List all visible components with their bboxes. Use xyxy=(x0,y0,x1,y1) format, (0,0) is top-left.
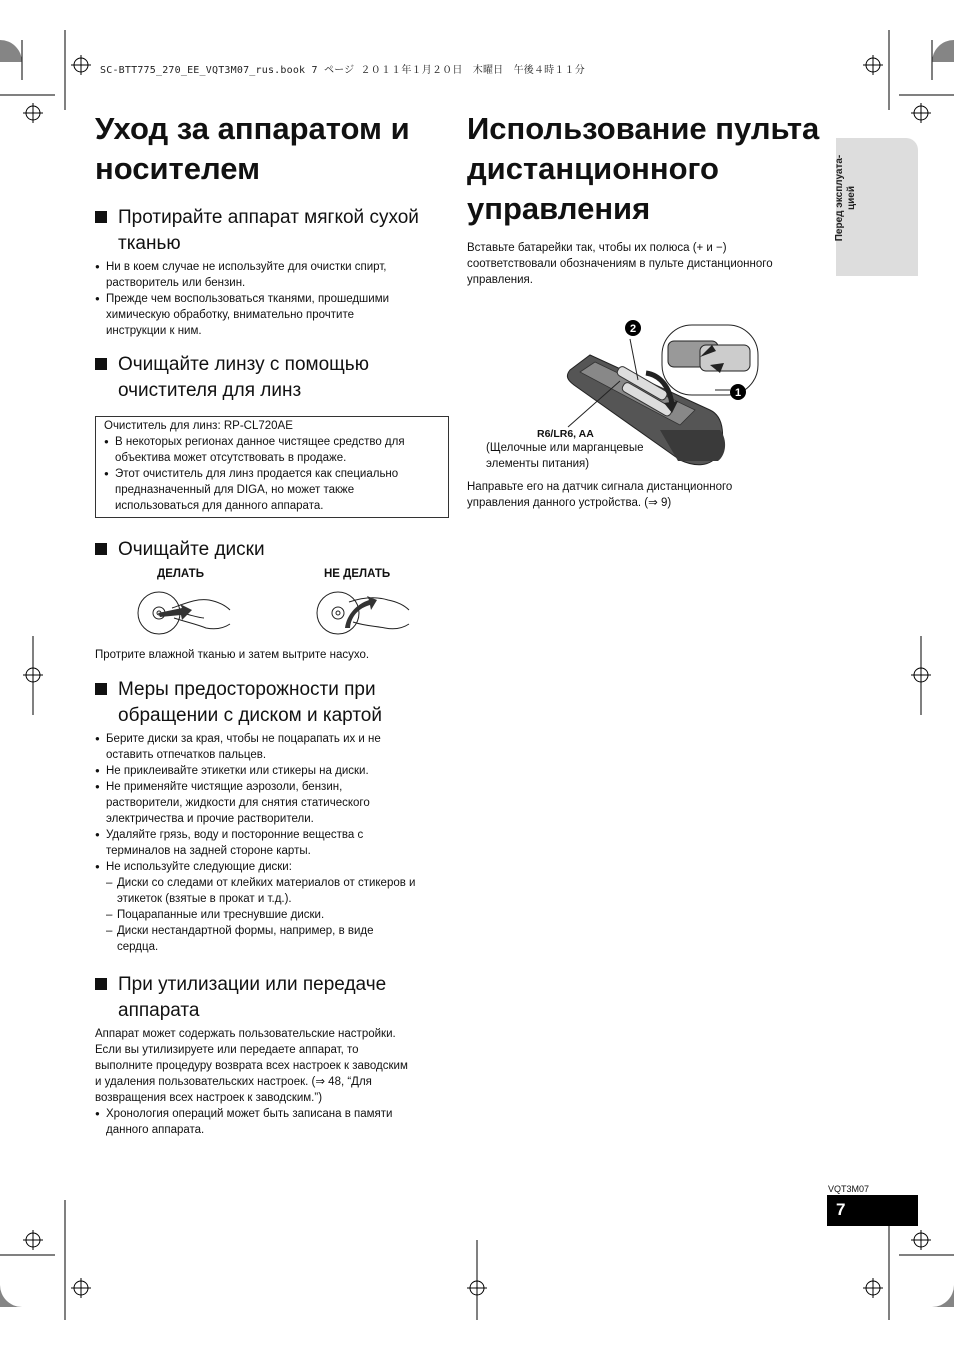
section-square-icon xyxy=(95,543,107,555)
battery-type-label: R6/LR6, AA xyxy=(537,428,594,440)
step-2-marker: 2 xyxy=(629,323,637,335)
step-1-marker: 1 xyxy=(734,387,742,399)
bullet-item: ● Ни в коем случае не используйте для очистки спирт, растворитель или бензин. xyxy=(95,259,455,291)
section-discs-head xyxy=(95,537,265,563)
section-wipe-head-line1: Протирайте аппарат мягкой сухой xyxy=(118,207,419,228)
side-tab-label: Перед эксплуата- цией xyxy=(834,154,857,242)
section-disposal-head xyxy=(95,972,386,1024)
section-precautions-head xyxy=(95,677,382,729)
section-disposal-head-line2: аппарата xyxy=(118,1000,200,1021)
section-square-icon xyxy=(95,211,107,223)
section-disposal-text: Аппарат может содержать пользовательские настройки. Если вы утилизируете или передаете аппарат, то выполните процедуру возврата всех настроек к заводским и удаления пользовательских настроек. (⇒ 48, “Для возвращения всех настроек к заводским.”) ● Хронология операций может быть записана в памяти данного аппарата. xyxy=(95,1026,465,1138)
box-title: Очиститель для линз: RP-CL720AE xyxy=(104,420,293,432)
dash-item: – Поцарапанные или треснувшие диски. xyxy=(106,907,455,923)
section-precautions-head-line2: обращении с диском и картой xyxy=(118,705,382,726)
lens-cleaner-box xyxy=(95,416,449,518)
right-title xyxy=(467,109,819,229)
left-title-line1: Уход за аппаратом и xyxy=(95,111,410,146)
right-title-line2: дистанционного xyxy=(467,151,719,186)
aim-instruction: Направьте его на датчик сигнала дистанционного управления данного устройства. (⇒ 9) xyxy=(467,481,733,509)
doc-code: VQT3M07 xyxy=(828,1184,870,1194)
section-discs-head-text: Очищайте диски xyxy=(118,539,265,560)
section-precautions-bullets xyxy=(95,731,455,955)
right-title-line1: Использование пульта xyxy=(467,111,820,146)
dash-item: – Диски нестандартной формы, например, в виде сердца. xyxy=(106,923,455,955)
remote-intro: Вставьте батарейки так, чтобы их полюса (+ и −) соответствовали обозначениям в пульте дистанционного управления. xyxy=(467,242,773,286)
dont-label: НЕ ДЕЛАТЬ xyxy=(324,568,391,580)
bullet-item: ● Прежде чем воспользоваться тканями, прошедшими химическую обработку, внимательно прочтите инструкции к ним. xyxy=(95,291,455,339)
section-square-icon xyxy=(95,683,107,695)
left-title-line2: носителем xyxy=(95,151,261,186)
do-label: ДЕЛАТЬ xyxy=(157,568,204,580)
section-wipe-head-line2: тканью xyxy=(118,233,181,254)
section-square-icon xyxy=(95,978,107,990)
disc-wipe-correct-illustration xyxy=(134,588,234,638)
section-disposal-head-line1: При утилизации или передаче xyxy=(118,974,387,995)
section-square-icon xyxy=(95,358,107,370)
bullet-item: ● Хронология операций может быть записана в памяти данного аппарата. xyxy=(95,1106,465,1138)
section-lens-head-line1: Очищайте линзу с помощью xyxy=(118,354,369,375)
book-header-line: SC-BTT775_270_EE_VQT3M07_rus.book 7 ページ ２０１１年１月２０日 木曜日 午後４時１１分 xyxy=(100,65,585,76)
bullet-item: ● Не приклеивайте этикетки или стикеры на диски. xyxy=(95,763,455,779)
right-title-line3: управления xyxy=(467,191,651,226)
section-lens-head xyxy=(95,352,369,404)
dash-item: – Диски со следами от клейких материалов от стикеров и этикеток (взятые в прокат и т.д.). xyxy=(106,875,455,907)
bullet-item: ● Не используйте следующие диски: xyxy=(95,859,455,875)
disc-wipe-wrong-illustration xyxy=(313,588,413,638)
section-lens-head-line2: очистителя для линз xyxy=(118,380,302,401)
bullet-item: ● Берите диски за края, чтобы не поцарапать их и не оставить отпечатков пальцев. xyxy=(95,731,455,763)
section-wipe-head xyxy=(95,205,419,257)
disc-caption: Протрите влажной тканью и затем вытрите насухо. xyxy=(95,649,370,661)
page-number: 7 xyxy=(836,1200,846,1219)
bullet-item: ● В некоторых регионах данное чистящее средство для объектива может отсутствовать в продаже. xyxy=(104,434,440,466)
section-wipe-bullets xyxy=(95,259,455,339)
battery-note: (Щелочные или марганцевые элементы питания) xyxy=(486,442,644,470)
section-precautions-head-line1: Меры предосторожности при xyxy=(118,679,376,700)
bullet-item: ● Этот очиститель для линз продается как специально предназначенный для DIGA, но может также использоваться для данного аппарата. xyxy=(104,466,440,514)
bullet-item: ● Не применяйте чистящие аэрозоли, бензин, растворители, жидкости для снятия статического электричества и прочие растворители. xyxy=(95,779,455,827)
left-title xyxy=(95,109,410,189)
bullet-item: ● Удаляйте грязь, воду и посторонние вещества с терминалов на задней стороне карты. xyxy=(95,827,455,859)
